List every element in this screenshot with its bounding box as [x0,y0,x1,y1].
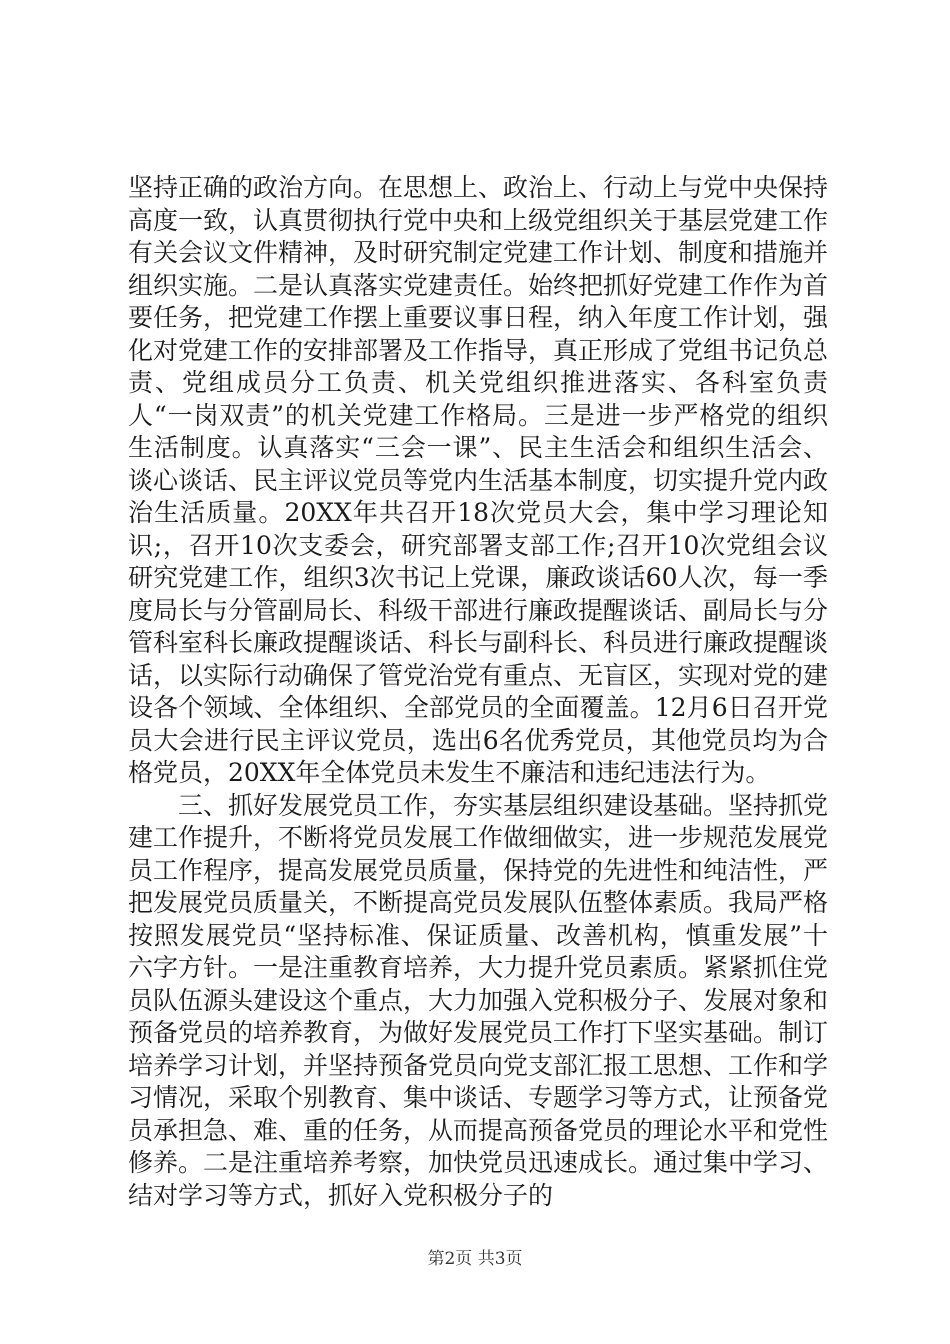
paragraph-section-three: 三、抓好发展党员工作，夯实基层组织建设基础。坚持抓党建工作提升，不断将党员发展工作做细做实，进一步规范发展党员工作程序，提高发展党员质量，保持党的先进性和纯洁性，严把发展党员质量关，不断提高党员发展队伍整体素质。我局严格按照发展党员“坚持标准、保证质量、改善机构，慎重发展”十六字方针。一是注重教育培养，大力提升党员素质。紧紧抓住党员队伍源头建设这个重点，大力加强入党积极分子、发展对象和预备党员的培养教育，为做好发展党员工作打下坚实基础。制订培养学习计划，并坚持预备党员向党支部汇报工思想、工作和学习情况，采取个别教育、集中谈话、专题学习等方式，让预备党员承担急、难、重的任务，从而提高预备党员的理论水平和党性修养。二是注重培养考察，加快党员迅速成长。通过集中学习、结对学习等方式，抓好入党积极分子的 [128,790,829,1210]
document-body [128,172,828,1212]
page-footer: 第2页 共3页 [427,1249,523,1269]
paragraph-continuation: 坚持正确的政治方向。在思想上、政治上、行动上与党中央保持高度一致，认真贯彻执行党中央和上级党组织关于基层党建工作有关会议文件精神，及时研究制定党建工作计划、制度和措施并组织实施。二是认真落实党建责任。始终把抓好党建工作作为首要任务，把党建工作摆上重要议事日程，纳入年度工作计划，强化对党建工作的安排部署及工作指导，真正形成了党组书记负总责、党组成员分工负责、机关党组织推进落实、各科室负责人“一岗双责”的机关党建工作格局。三是进一步严格党的组织生活制度。认真落实“三会一课”、民主生活会和组织生活会、谈心谈话、民主评议党员等党内生活基本制度，切实提升党内政治生活质量。20XX年共召开18次党员大会，集中学习理论知识;，召开10次支委会，研究部署支部工作;召开10次党组会议研究党建工作，组织3次书记上党课，廉政谈话60人次，每一季度局长与分管副局长、科级干部进行廉政提醒谈话、副局长与分管科室科长廉政提醒谈话、科长与副科长、科员进行廉政提醒谈话，以实际行动确保了管党治党有重点、无盲区，实现对党的建设各个领域、全体组织、全部党员的全面覆盖。12月6日召开党员大会进行民主评议党员，选出6名优秀党员，其他党员均为合格党员，20XX年全体党员未发生不廉洁和违纪违法行为。 [128,173,829,787]
